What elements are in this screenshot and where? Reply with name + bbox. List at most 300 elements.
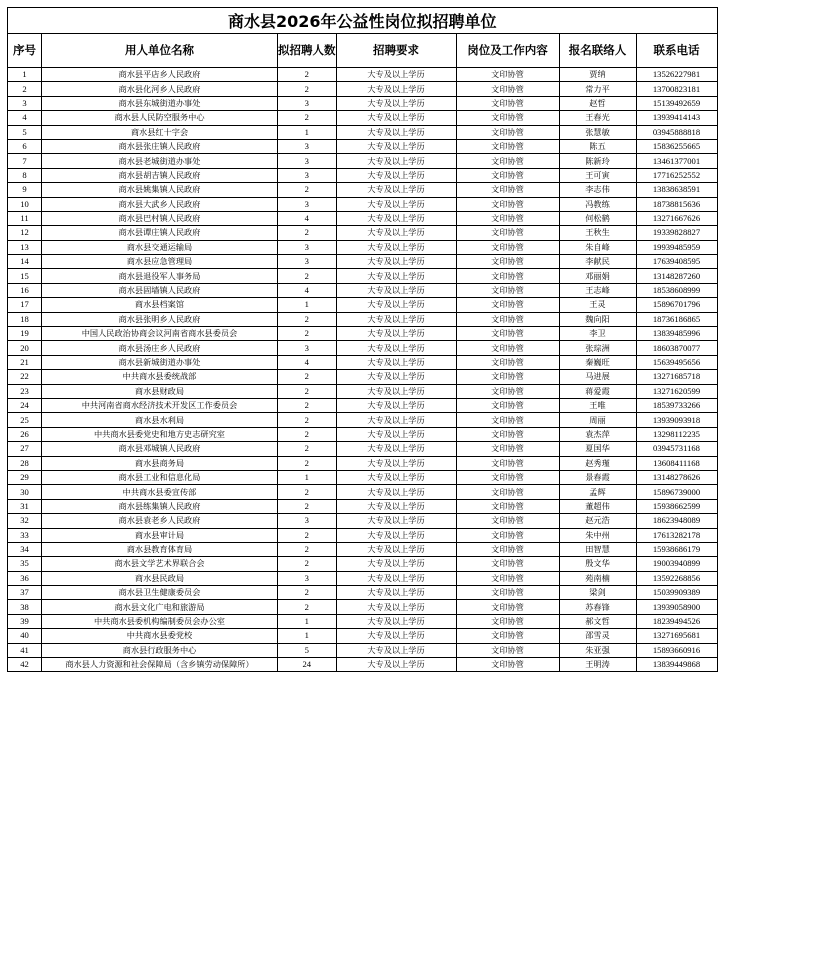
cell-contact: 董超伟 xyxy=(559,499,636,513)
cell-phone: 15639495656 xyxy=(636,355,717,369)
cell-requirement: 大专及以上学历 xyxy=(336,341,456,355)
cell-phone: 15836255665 xyxy=(636,139,717,153)
table-row xyxy=(8,168,718,182)
cell-headcount: 3 xyxy=(278,514,337,528)
cell-employer: 中共河南省商水经济技术开发区工作委员会 xyxy=(42,398,278,412)
cell-employer: 商水县胡吉镇人民政府 xyxy=(42,168,278,182)
cell-index: 7 xyxy=(8,154,42,168)
cell-contact: 马进展 xyxy=(559,370,636,384)
cell-index: 18 xyxy=(8,312,42,326)
cell-employer: 商水县行政服务中心 xyxy=(42,643,278,657)
header-phone: 联系电话 xyxy=(636,34,717,68)
table-row xyxy=(8,341,718,355)
table-row xyxy=(8,514,718,528)
cell-headcount: 2 xyxy=(278,111,337,125)
cell-employer: 中国人民政治协商会议河南省商水县委员会 xyxy=(42,327,278,341)
cell-requirement: 大专及以上学历 xyxy=(336,82,456,96)
cell-position: 文印协管 xyxy=(456,658,559,672)
cell-phone: 13148287260 xyxy=(636,269,717,283)
cell-requirement: 大专及以上学历 xyxy=(336,413,456,427)
table-row xyxy=(8,485,718,499)
cell-headcount: 5 xyxy=(278,643,337,657)
cell-position: 文印协管 xyxy=(456,226,559,240)
cell-phone: 18623948089 xyxy=(636,514,717,528)
cell-employer: 商水县交通运输局 xyxy=(42,240,278,254)
cell-employer: 商水县人民防空服务中心 xyxy=(42,111,278,125)
cell-index: 35 xyxy=(8,557,42,571)
cell-contact: 殷文华 xyxy=(559,557,636,571)
cell-requirement: 大专及以上学历 xyxy=(336,586,456,600)
cell-index: 31 xyxy=(8,499,42,513)
cell-index: 37 xyxy=(8,586,42,600)
cell-employer: 商水县卫生健康委员会 xyxy=(42,586,278,600)
table-row xyxy=(8,528,718,542)
cell-employer: 商水县张明乡人民政府 xyxy=(42,312,278,326)
cell-index: 2 xyxy=(8,82,42,96)
cell-contact: 陈五 xyxy=(559,139,636,153)
cell-position: 文印协管 xyxy=(456,571,559,585)
cell-requirement: 大专及以上学历 xyxy=(336,269,456,283)
cell-index: 5 xyxy=(8,125,42,139)
cell-employer: 商水县张庄镇人民政府 xyxy=(42,139,278,153)
cell-employer: 商水县教育体育局 xyxy=(42,542,278,556)
cell-headcount: 3 xyxy=(278,341,337,355)
cell-phone: 18539733266 xyxy=(636,398,717,412)
cell-contact: 张慧敏 xyxy=(559,125,636,139)
table-row xyxy=(8,327,718,341)
header-headcount: 拟招聘人数 xyxy=(278,34,337,68)
cell-phone: 17716252552 xyxy=(636,168,717,182)
cell-position: 文印协管 xyxy=(456,341,559,355)
cell-phone: 13839485996 xyxy=(636,327,717,341)
cell-requirement: 大专及以上学历 xyxy=(336,168,456,182)
cell-contact: 王灵 xyxy=(559,298,636,312)
cell-position: 文印协管 xyxy=(456,528,559,542)
cell-requirement: 大专及以上学历 xyxy=(336,226,456,240)
cell-contact: 王志峰 xyxy=(559,283,636,297)
cell-position: 文印协管 xyxy=(456,240,559,254)
cell-headcount: 2 xyxy=(278,269,337,283)
cell-index: 21 xyxy=(8,355,42,369)
cell-requirement: 大专及以上学历 xyxy=(336,427,456,441)
cell-requirement: 大专及以上学历 xyxy=(336,614,456,628)
cell-position: 文印协管 xyxy=(456,183,559,197)
table-row xyxy=(8,111,718,125)
cell-position: 文印协管 xyxy=(456,499,559,513)
cell-phone: 15039909389 xyxy=(636,586,717,600)
cell-requirement: 大专及以上学历 xyxy=(336,571,456,585)
table-title: 商水县2026年公益性岗位拟招聘单位 xyxy=(8,8,718,34)
table-row xyxy=(8,427,718,441)
cell-contact: 李献民 xyxy=(559,255,636,269)
cell-employer: 商水县文学艺术界联合会 xyxy=(42,557,278,571)
cell-position: 文印协管 xyxy=(456,96,559,110)
header-requirement: 招聘要求 xyxy=(336,34,456,68)
cell-contact: 邵雪灵 xyxy=(559,629,636,643)
cell-headcount: 2 xyxy=(278,485,337,499)
cell-contact: 苏春锋 xyxy=(559,600,636,614)
cell-contact: 王春光 xyxy=(559,111,636,125)
cell-position: 文印协管 xyxy=(456,211,559,225)
cell-requirement: 大专及以上学历 xyxy=(336,327,456,341)
cell-employer: 商水县袁老乡人民政府 xyxy=(42,514,278,528)
table-row xyxy=(8,197,718,211)
cell-phone: 15896701796 xyxy=(636,298,717,312)
cell-index: 26 xyxy=(8,427,42,441)
cell-employer: 商水县应急管理局 xyxy=(42,255,278,269)
cell-employer: 商水县退役军人事务局 xyxy=(42,269,278,283)
cell-phone: 13271685718 xyxy=(636,370,717,384)
cell-headcount: 3 xyxy=(278,96,337,110)
cell-headcount: 3 xyxy=(278,154,337,168)
cell-phone: 13271620599 xyxy=(636,384,717,398)
cell-headcount: 2 xyxy=(278,398,337,412)
table-row xyxy=(8,139,718,153)
cell-requirement: 大专及以上学历 xyxy=(336,470,456,484)
cell-employer: 商水县民政局 xyxy=(42,571,278,585)
cell-requirement: 大专及以上学历 xyxy=(336,456,456,470)
cell-contact: 朱中州 xyxy=(559,528,636,542)
header-row xyxy=(8,34,718,68)
cell-position: 文印协管 xyxy=(456,68,559,82)
cell-index: 4 xyxy=(8,111,42,125)
cell-employer: 商水县新城街道办事处 xyxy=(42,355,278,369)
table-row xyxy=(8,211,718,225)
cell-requirement: 大专及以上学历 xyxy=(336,183,456,197)
cell-position: 文印协管 xyxy=(456,197,559,211)
table-row xyxy=(8,125,718,139)
cell-requirement: 大专及以上学历 xyxy=(336,96,456,110)
table-row xyxy=(8,269,718,283)
cell-headcount: 4 xyxy=(278,283,337,297)
cell-phone: 15938686179 xyxy=(636,542,717,556)
cell-contact: 赵元浩 xyxy=(559,514,636,528)
cell-contact: 周丽 xyxy=(559,413,636,427)
cell-headcount: 2 xyxy=(278,542,337,556)
cell-requirement: 大专及以上学历 xyxy=(336,398,456,412)
cell-employer: 商水县东城街道办事处 xyxy=(42,96,278,110)
table-row xyxy=(8,283,718,297)
cell-contact: 邓丽娟 xyxy=(559,269,636,283)
cell-position: 文印协管 xyxy=(456,139,559,153)
cell-contact: 常力平 xyxy=(559,82,636,96)
cell-headcount: 3 xyxy=(278,571,337,585)
cell-contact: 王明涛 xyxy=(559,658,636,672)
cell-headcount: 1 xyxy=(278,614,337,628)
table-body xyxy=(8,68,718,672)
cell-headcount: 2 xyxy=(278,68,337,82)
header-index: 序号 xyxy=(8,34,42,68)
cell-index: 24 xyxy=(8,398,42,412)
cell-position: 文印协管 xyxy=(456,470,559,484)
cell-index: 11 xyxy=(8,211,42,225)
cell-requirement: 大专及以上学历 xyxy=(336,528,456,542)
cell-employer: 商水县化河乡人民政府 xyxy=(42,82,278,96)
cell-index: 13 xyxy=(8,240,42,254)
cell-requirement: 大专及以上学历 xyxy=(336,442,456,456)
cell-contact: 赵秀瑾 xyxy=(559,456,636,470)
cell-headcount: 4 xyxy=(278,355,337,369)
cell-index: 32 xyxy=(8,514,42,528)
cell-requirement: 大专及以上学历 xyxy=(336,499,456,513)
cell-contact: 王唯 xyxy=(559,398,636,412)
cell-phone: 13939058900 xyxy=(636,600,717,614)
cell-index: 28 xyxy=(8,456,42,470)
cell-headcount: 2 xyxy=(278,456,337,470)
cell-employer: 商水县工业和信息化局 xyxy=(42,470,278,484)
cell-contact: 李卫 xyxy=(559,327,636,341)
cell-position: 文印协管 xyxy=(456,255,559,269)
cell-phone: 13271667626 xyxy=(636,211,717,225)
cell-index: 3 xyxy=(8,96,42,110)
cell-employer: 商水县汤庄乡人民政府 xyxy=(42,341,278,355)
cell-contact: 景春霞 xyxy=(559,470,636,484)
cell-contact: 赵哲 xyxy=(559,96,636,110)
table-row xyxy=(8,571,718,585)
cell-contact: 梁剑 xyxy=(559,586,636,600)
cell-position: 文印协管 xyxy=(456,427,559,441)
table-row xyxy=(8,384,718,398)
table-row xyxy=(8,629,718,643)
cell-requirement: 大专及以上学历 xyxy=(336,197,456,211)
cell-phone: 15938662599 xyxy=(636,499,717,513)
cell-employer: 中共商水县委党史和地方史志研究室 xyxy=(42,427,278,441)
table-row xyxy=(8,614,718,628)
table-row xyxy=(8,600,718,614)
cell-requirement: 大专及以上学历 xyxy=(336,111,456,125)
cell-position: 文印协管 xyxy=(456,629,559,643)
cell-position: 文印协管 xyxy=(456,557,559,571)
cell-employer: 商水县红十字会 xyxy=(42,125,278,139)
cell-employer: 商水县财政局 xyxy=(42,384,278,398)
cell-index: 39 xyxy=(8,614,42,628)
cell-contact: 朱亚强 xyxy=(559,643,636,657)
cell-phone: 15893660916 xyxy=(636,643,717,657)
table-row xyxy=(8,240,718,254)
cell-requirement: 大专及以上学历 xyxy=(336,355,456,369)
cell-headcount: 1 xyxy=(278,125,337,139)
header-contact: 报名联络人 xyxy=(559,34,636,68)
cell-phone: 17639408595 xyxy=(636,255,717,269)
cell-requirement: 大专及以上学历 xyxy=(336,139,456,153)
cell-headcount: 24 xyxy=(278,658,337,672)
cell-index: 22 xyxy=(8,370,42,384)
cell-headcount: 3 xyxy=(278,197,337,211)
table-row xyxy=(8,413,718,427)
cell-requirement: 大专及以上学历 xyxy=(336,68,456,82)
cell-contact: 袁杰萍 xyxy=(559,427,636,441)
cell-headcount: 2 xyxy=(278,442,337,456)
cell-headcount: 2 xyxy=(278,600,337,614)
cell-headcount: 2 xyxy=(278,327,337,341)
cell-position: 文印协管 xyxy=(456,283,559,297)
cell-requirement: 大专及以上学历 xyxy=(336,154,456,168)
cell-headcount: 2 xyxy=(278,370,337,384)
table-row xyxy=(8,82,718,96)
cell-index: 8 xyxy=(8,168,42,182)
cell-requirement: 大专及以上学历 xyxy=(336,658,456,672)
table-row xyxy=(8,255,718,269)
cell-employer: 中共商水县委统战部 xyxy=(42,370,278,384)
cell-contact: 秦巍旺 xyxy=(559,355,636,369)
cell-phone: 18239494526 xyxy=(636,614,717,628)
cell-headcount: 2 xyxy=(278,82,337,96)
cell-index: 19 xyxy=(8,327,42,341)
cell-employer: 中共商水县委机构编制委员会办公室 xyxy=(42,614,278,628)
cell-index: 15 xyxy=(8,269,42,283)
cell-contact: 孟辉 xyxy=(559,485,636,499)
cell-phone: 13700823181 xyxy=(636,82,717,96)
cell-phone: 03945888818 xyxy=(636,125,717,139)
table-row xyxy=(8,557,718,571)
cell-contact: 李志伟 xyxy=(559,183,636,197)
cell-contact: 苑南楠 xyxy=(559,571,636,585)
table-row xyxy=(8,226,718,240)
table-row xyxy=(8,586,718,600)
table-row xyxy=(8,398,718,412)
cell-position: 文印协管 xyxy=(456,312,559,326)
cell-requirement: 大专及以上学历 xyxy=(336,600,456,614)
cell-index: 30 xyxy=(8,485,42,499)
cell-employer: 商水县大武乡人民政府 xyxy=(42,197,278,211)
cell-requirement: 大专及以上学历 xyxy=(336,514,456,528)
table-row xyxy=(8,298,718,312)
cell-position: 文印协管 xyxy=(456,398,559,412)
cell-index: 34 xyxy=(8,542,42,556)
cell-phone: 18736186865 xyxy=(636,312,717,326)
table-row xyxy=(8,658,718,672)
cell-phone: 13939093918 xyxy=(636,413,717,427)
cell-index: 40 xyxy=(8,629,42,643)
cell-index: 25 xyxy=(8,413,42,427)
cell-index: 42 xyxy=(8,658,42,672)
recruitment-table xyxy=(7,7,718,672)
cell-position: 文印协管 xyxy=(456,269,559,283)
table-row xyxy=(8,370,718,384)
cell-phone: 13838638591 xyxy=(636,183,717,197)
cell-index: 1 xyxy=(8,68,42,82)
table-row xyxy=(8,499,718,513)
cell-contact: 蒋爱霞 xyxy=(559,384,636,398)
cell-employer: 商水县邓城镇人民政府 xyxy=(42,442,278,456)
cell-employer: 商水县谭庄镇人民政府 xyxy=(42,226,278,240)
cell-headcount: 2 xyxy=(278,312,337,326)
cell-employer: 商水县审计局 xyxy=(42,528,278,542)
cell-position: 文印协管 xyxy=(456,327,559,341)
cell-requirement: 大专及以上学历 xyxy=(336,283,456,297)
cell-requirement: 大专及以上学历 xyxy=(336,370,456,384)
cell-requirement: 大专及以上学历 xyxy=(336,485,456,499)
header-position: 岗位及工作内容 xyxy=(456,34,559,68)
cell-requirement: 大专及以上学历 xyxy=(336,542,456,556)
cell-position: 文印协管 xyxy=(456,586,559,600)
cell-employer: 商水县文化广电和旅游局 xyxy=(42,600,278,614)
cell-phone: 03945731168 xyxy=(636,442,717,456)
table-row xyxy=(8,470,718,484)
cell-phone: 13939414143 xyxy=(636,111,717,125)
cell-employer: 中共商水县委宣传部 xyxy=(42,485,278,499)
table-row xyxy=(8,355,718,369)
cell-position: 文印协管 xyxy=(456,542,559,556)
table-row xyxy=(8,542,718,556)
cell-phone: 13271695681 xyxy=(636,629,717,643)
cell-phone: 15896739000 xyxy=(636,485,717,499)
cell-contact: 郝文哲 xyxy=(559,614,636,628)
table-row xyxy=(8,96,718,110)
cell-index: 17 xyxy=(8,298,42,312)
cell-headcount: 3 xyxy=(278,240,337,254)
cell-employer: 商水县固墙镇人民政府 xyxy=(42,283,278,297)
cell-requirement: 大专及以上学历 xyxy=(336,312,456,326)
cell-phone: 15139492659 xyxy=(636,96,717,110)
cell-headcount: 1 xyxy=(278,298,337,312)
cell-contact: 王可寅 xyxy=(559,168,636,182)
cell-contact: 夏国华 xyxy=(559,442,636,456)
cell-index: 33 xyxy=(8,528,42,542)
cell-position: 文印协管 xyxy=(456,456,559,470)
cell-position: 文印协管 xyxy=(456,298,559,312)
cell-index: 23 xyxy=(8,384,42,398)
cell-headcount: 4 xyxy=(278,211,337,225)
cell-position: 文印协管 xyxy=(456,384,559,398)
cell-position: 文印协管 xyxy=(456,154,559,168)
cell-position: 文印协管 xyxy=(456,442,559,456)
cell-position: 文印协管 xyxy=(456,514,559,528)
cell-employer: 商水县档案馆 xyxy=(42,298,278,312)
cell-employer: 商水县商务局 xyxy=(42,456,278,470)
header-employer: 用人单位名称 xyxy=(42,34,278,68)
cell-requirement: 大专及以上学历 xyxy=(336,240,456,254)
cell-headcount: 2 xyxy=(278,528,337,542)
cell-headcount: 1 xyxy=(278,470,337,484)
cell-contact: 冯教练 xyxy=(559,197,636,211)
cell-employer: 商水县老城街道办事处 xyxy=(42,154,278,168)
cell-position: 文印协管 xyxy=(456,370,559,384)
cell-headcount: 3 xyxy=(278,168,337,182)
cell-phone: 13526227981 xyxy=(636,68,717,82)
cell-contact: 何松鹤 xyxy=(559,211,636,225)
cell-requirement: 大专及以上学历 xyxy=(336,643,456,657)
table-row xyxy=(8,68,718,82)
cell-headcount: 3 xyxy=(278,255,337,269)
cell-index: 41 xyxy=(8,643,42,657)
cell-position: 文印协管 xyxy=(456,643,559,657)
cell-position: 文印协管 xyxy=(456,82,559,96)
cell-contact: 贾纳 xyxy=(559,68,636,82)
cell-employer: 中共商水县委党校 xyxy=(42,629,278,643)
cell-requirement: 大专及以上学历 xyxy=(336,298,456,312)
cell-contact: 魏向阳 xyxy=(559,312,636,326)
cell-requirement: 大专及以上学历 xyxy=(336,384,456,398)
cell-headcount: 2 xyxy=(278,226,337,240)
cell-position: 文印协管 xyxy=(456,413,559,427)
cell-phone: 13592268856 xyxy=(636,571,717,585)
cell-requirement: 大专及以上学历 xyxy=(336,629,456,643)
cell-phone: 13461377001 xyxy=(636,154,717,168)
cell-headcount: 2 xyxy=(278,557,337,571)
cell-position: 文印协管 xyxy=(456,355,559,369)
cell-requirement: 大专及以上学历 xyxy=(336,557,456,571)
cell-contact: 陈新玲 xyxy=(559,154,636,168)
cell-headcount: 2 xyxy=(278,427,337,441)
cell-phone: 13148278626 xyxy=(636,470,717,484)
cell-employer: 商水县平店乡人民政府 xyxy=(42,68,278,82)
cell-index: 20 xyxy=(8,341,42,355)
cell-index: 36 xyxy=(8,571,42,585)
cell-index: 16 xyxy=(8,283,42,297)
cell-contact: 王秋生 xyxy=(559,226,636,240)
cell-index: 9 xyxy=(8,183,42,197)
